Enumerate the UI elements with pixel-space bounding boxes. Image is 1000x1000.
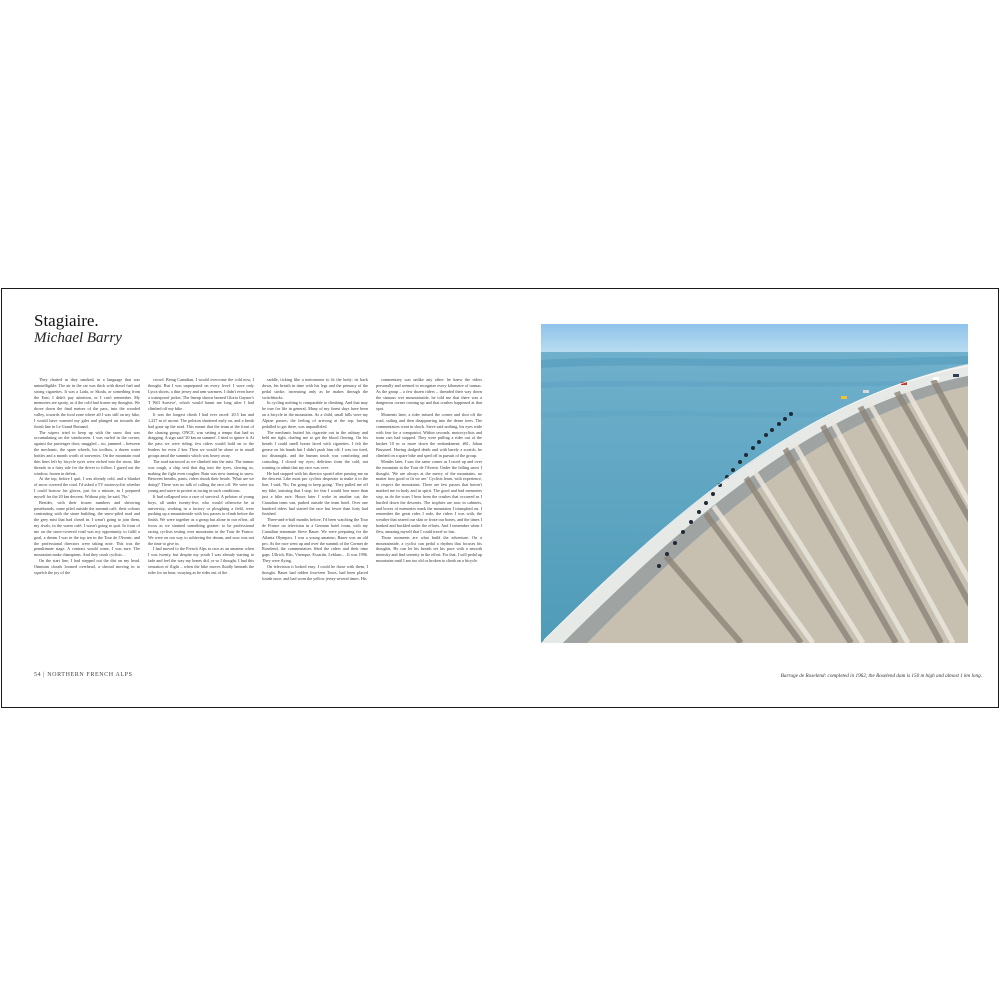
paragraph: He had stopped with his director sportif after passing me on the descent. Like most pro cyclists desperate to make it to the line, I said, 'No, I'm going to keep going.' They pulled me off my bike, insisting that I stop, for fear I would lose more than just a bike race. Hours later I woke in another car, the Canadian team van, parked outside the team hotel. Over one hundred riders had started the race but fewer than forty had finished. bbox=[262, 470, 368, 517]
paragraph: I had moved to the French Alps to race as an amateur when I was twenty, but despite my youth I was already starting to fade and feel the way my bones did, or so I thought. I had this sensation of flight – when the bike moves fluidly beneath the rider for an hour, swaying as he rides out of the bbox=[148, 546, 254, 575]
paragraph: They chatted as they smoked, in a language that was unintelligible. The air in the car was thick with diesel fuel and strong cigarettes. It was a Lada, or Skoda, or something from the East; I didn't pay attention, or I can't remember. My memories are spotty, as if the cold had frozen my thoughts. We drove down the final metres of the pass, into the wooded valley, towards the food zone where all I was still on my bike, I would have warmed my gilet and plunged on towards the finish line in Le Grand Bornand. bbox=[34, 377, 140, 429]
body-text bbox=[34, 377, 482, 671]
page-folio: 54 | NORTHERN FRENCH ALPS bbox=[34, 672, 133, 678]
paragraph: The wipers tried to keep up with the snow that was accumulating on the windscreen. I was curled in the corner, against the passenger door, snuggled – no, jammed – between the mechanic, the spare wheels, his toolbox, a dozen water bottles and a month worth of souvenirs. On the mountain road thin lines left by bicycle tyres were etched into the snow, like threads in a fairy tale for the driver to follow. I gazed out the window, frozen in defeat. bbox=[34, 429, 140, 476]
paragraph: It was the longest climb I had ever raced: 20.5 km and 1,227 m of ascent. The peloton shattered early on, and a break had gone up the road. This meant that the team at the front of the chasing group, ONCE, was setting a tempo that had us dragging. A sign said '20 km au sommet'. I tried to ignore it. At the pass we were riding, few riders would hold on to the leaders for even 2 km. Then we would be alone or in small groups amid the summits which was heavy away. bbox=[148, 412, 254, 458]
dam-photo bbox=[541, 324, 968, 643]
paragraph: crowd. Being Canadian, I would overcome the cold now, I thought. But I was unprepared on every level: I wore only Lycra shorts, a thin jersey and arm warmers. I didn't even have a waterproof jacket. The lineup shown burned Gloria Gaynor's 'I Will Survive', which would haunt me long after I had climbed off my bike. bbox=[148, 377, 254, 412]
text-column bbox=[34, 377, 140, 671]
paragraph: saddle, ticking like a metronome to fit the body: sit back down, his breath in time with his legs and the primacy of the pedal stroke, increasing only as he makes through the switchbacks. bbox=[262, 377, 368, 400]
paragraph: commentary was unlike any other: he knew the riders personally and seemed to recognize every kilometre of tarmac. As the group – a few dozen riders – threaded their way down the sinuous wet mountainside, he told me that there was a dangerous corner coming up and that crashes happened at that spot. bbox=[376, 377, 482, 412]
text-column bbox=[262, 377, 368, 671]
paragraph: The road narrowed as we climbed into the mist. The tarmac was rough, a chip seal that dug into the tyres, slowing us, making the fight even tougher. Rain was now turning to snow. Between breaths, pants, riders shook their heads: 'What are we doing?' There was no talk of calling the race off. We were too young and naive to protest at racing in such conditions. bbox=[148, 458, 254, 494]
paragraph: On the start line, I had stepped out the dirt on my head. Omnium clouds loomed overhead, a shroud moving in to squelch the joy of the bbox=[34, 558, 140, 575]
paragraph: Months later, I saw the same corner as I raced up and over the mountain in the Tour de l'Avenir. Under the falling snow I thought, 'We are always at the mercy of the mountains, no matter how good or fit we are.' Cyclists learn, with experience, to respect the mountains. There are few passes that haven't marked me in body and in spirit. The good and bad memories stay, as do the scars I bear from the crashes that occurred as I hurtled down the descents. The trophies are now in cabinets, and boxes of memories mark the mountains I triumphed on. I remember the great rides I rode, the riders I was with, the weather that seared our skin or froze our bones, and the times I bonked and buckled under the efforts. And I remember when I flew, amazing myself that I could travel so fast. bbox=[376, 458, 482, 534]
photo-caption: Barrage de Roselend: completed in 1962, the Roselend dam is 150 m high and almost 1 km long. bbox=[780, 673, 982, 679]
book-spread bbox=[1, 288, 999, 708]
text-column bbox=[376, 377, 482, 671]
text-column bbox=[148, 377, 254, 671]
right-page bbox=[501, 289, 999, 707]
paragraph: It had collapsed into a race of survival. A peloton of young boys, all under twenty-five, who would otherwise be at university, working in a factory or ploughing a field, were pushing up a mountainside with low passes to climb before the finish. We were together as a group but alone in our effort, all focus as we strained something greater: to be professional racing cyclists testing over mountains in the Tour de France. We were on our way to achieving the dream, and now was not the time to give in. bbox=[148, 493, 254, 546]
paragraph: At the top, before I quit, I was already cold, and a blanket of snow covered the road. I'd asked a TV motorcyclist whether I could borrow his gloves, just for a minute, as I prepared myself for the 20 km descent. Without pity, he said, 'No.' bbox=[34, 476, 140, 499]
paragraph: In cycling nothing is comparable to climbing. And that may be true for life in general. Many of my finest days have been on a bicycle in the mountains. As a child, small hills were my Alpine passes; the feeling of arriving at the top, having pedalled to get there, was unparalleled. bbox=[262, 400, 368, 429]
paragraph: The mechanic butted his cigarette out in the ashtray and held me tight, chafing me to get the blood flowing. On his breath I could smell booze laced with cigarettes. I felt the grease on his hands but I didn't push him off; I was too tired, too distraught, and the human touch was comforting and consoling. I closed my eyes; delirious from the cold, not wanting to admit that my race was over. bbox=[262, 429, 368, 470]
paragraph: Those moments are what build the adventure. On a mountainside, a cyclist can pedal a rhythm that focuses his thoughts. He can let his breath set his pace with a smooth intensity and find serenity in the effort. For that, I will pedal up mountains until I am too old or broken to climb on a bicycle. bbox=[376, 534, 482, 564]
left-page bbox=[2, 289, 501, 707]
paragraph: Besides, with their frozen numbers and shivering pasteboards, some piled outside the summit café, their colours contrasting with the stone building, the snow-piled road and the grey mist that had closed in. I wasn't going to join them, my rivals, in the warm café; I wasn't going to quit. In front of me on the snow-covered road was my opportunity to fulfil a goal, a dream I was in the top ten in the Tour de l'Avenir, and the professional directors were taking note. This was the penultimate stage. A contract would come, I was sure. The mountains make champions. And they crush cyclists… bbox=[34, 499, 140, 558]
paragraph: Three-and-a-half months before, I'd been watching the Tour de France on television in a German hotel room, with my Canadian teammate Steve Bauer. We were preparing for the Atlanta Olympics. I was a young amateur; Bauer was an old pro. As the race went up and over the summit of the Cormet de Roselend, the commentators fêted the riders and their time gaps. Ullrich, Riis, Virenque, Escartín, Leblanc… It was 1996. They were flying. bbox=[262, 517, 368, 564]
sky bbox=[541, 324, 968, 352]
paragraph: Moments later, a rider missed the corner and shot off the road, sailing and then disappearing into the dense trees. The commentators went in shock. Steve said nothing, his eyes wide with fear for a compatriot. Within seconds, motorcyclists and team cars had stopped. They were pulling a rider out of the bushes 10 m or more down the embankment: #61, Johan Bruyneel. Having dodged death and with barely a scratch, he climbed on a spare bike and sped off in pursuit of the group. bbox=[376, 412, 482, 458]
article-title: Stagiaire. bbox=[34, 311, 99, 330]
article-author: Michael Barry bbox=[34, 330, 122, 346]
paragraph: On television it looked easy. I could be those with them, I thought. Bauer had ridden four-teen Tours, had been placed fourth once, and had worn the yellow jersey several times. His bbox=[262, 564, 368, 581]
